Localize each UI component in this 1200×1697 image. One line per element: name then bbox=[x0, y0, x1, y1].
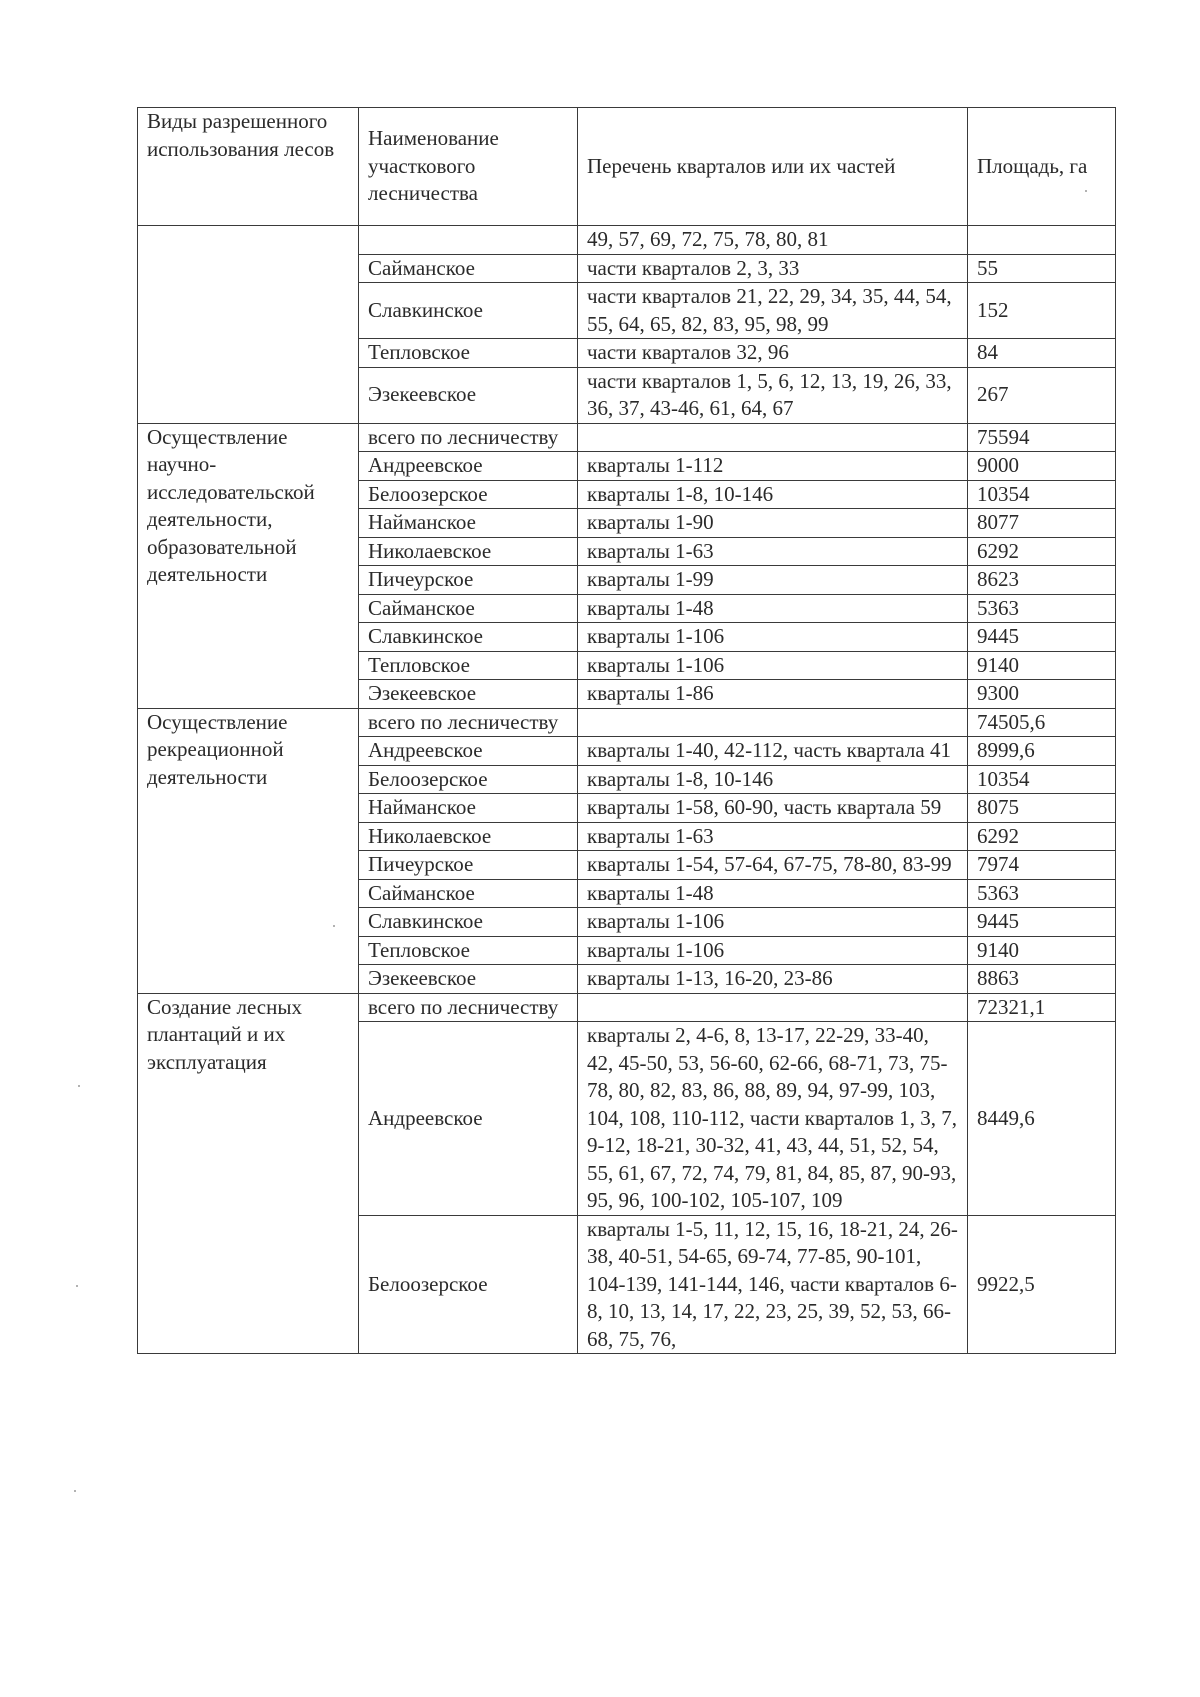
quarters-cell: части кварталов 21, 22, 29, 34, 35, 44, 54, 55, 64, 65, 82, 83, 95, 98, 99 bbox=[578, 283, 968, 339]
forestry-name-cell: Тепловское bbox=[359, 936, 578, 965]
forestry-name-cell: Белоозерское bbox=[359, 1215, 578, 1354]
table-row bbox=[138, 423, 1116, 452]
quarters-cell bbox=[578, 423, 968, 452]
use-type-cell: Создание лесных плантаций и их эксплуатация bbox=[138, 993, 359, 1354]
area-cell: 9140 bbox=[968, 936, 1116, 965]
quarters-cell: кварталы 1-8, 10-146 bbox=[578, 765, 968, 794]
quarters-cell: кварталы 1-13, 16-20, 23-86 bbox=[578, 965, 968, 994]
area-cell: 8863 bbox=[968, 965, 1116, 994]
area-cell: 5363 bbox=[968, 879, 1116, 908]
area-cell: 9445 bbox=[968, 623, 1116, 652]
quarters-cell: 49, 57, 69, 72, 75, 78, 80, 81 bbox=[578, 226, 968, 255]
forestry-name-cell: всего по лесничеству bbox=[359, 423, 578, 452]
header-use-type: Виды разрешенного использования лесов bbox=[138, 108, 359, 226]
quarters-cell: кварталы 1-54, 57-64, 67-75, 78-80, 83-99 bbox=[578, 851, 968, 880]
forestry-name-cell bbox=[359, 226, 578, 255]
use-type-cell: Осуществление научно-исследовательской деятельности, образовательной деятельности bbox=[138, 423, 359, 708]
quarters-cell: кварталы 1-86 bbox=[578, 680, 968, 709]
area-cell: 8075 bbox=[968, 794, 1116, 823]
quarters-cell bbox=[578, 708, 968, 737]
area-cell: 6292 bbox=[968, 822, 1116, 851]
forestry-name-cell: Славкинское bbox=[359, 623, 578, 652]
area-cell: 72321,1 bbox=[968, 993, 1116, 1022]
forestry-name-cell: Андреевское bbox=[359, 737, 578, 766]
quarters-cell: кварталы 1-8, 10-146 bbox=[578, 480, 968, 509]
forestry-name-cell: Тепловское bbox=[359, 651, 578, 680]
forestry-name-cell: Саймaнское bbox=[359, 254, 578, 283]
scan-speck bbox=[74, 1490, 76, 1492]
forestry-name-cell: Андреевское bbox=[359, 452, 578, 481]
forestry-name-cell: Белоозерское bbox=[359, 765, 578, 794]
quarters-cell: кварталы 1-112 bbox=[578, 452, 968, 481]
quarters-cell: кварталы 1-63 bbox=[578, 537, 968, 566]
area-cell: 75594 bbox=[968, 423, 1116, 452]
forestry-name-cell: Эзекеевское bbox=[359, 680, 578, 709]
area-cell: 8077 bbox=[968, 509, 1116, 538]
table-body bbox=[138, 108, 1116, 1354]
forestry-name-cell: Славкинское bbox=[359, 908, 578, 937]
forestry-name-cell: Эзекеевское bbox=[359, 965, 578, 994]
forestry-name-cell: Белоозерское bbox=[359, 480, 578, 509]
quarters-cell: части кварталов 1, 5, 6, 12, 13, 19, 26, 33, 36, 37, 43-46, 61, 64, 67 bbox=[578, 367, 968, 423]
header-row bbox=[138, 108, 1116, 226]
area-cell: 5363 bbox=[968, 594, 1116, 623]
forestry-name-cell: Найманское bbox=[359, 509, 578, 538]
quarters-cell: кварталы 1-106 bbox=[578, 908, 968, 937]
table-row bbox=[138, 226, 1116, 255]
table-row bbox=[138, 993, 1116, 1022]
area-cell: 152 bbox=[968, 283, 1116, 339]
quarters-cell: кварталы 1-5, 11, 12, 15, 16, 18-21, 24, 26-38, 40-51, 54-65, 69-74, 77-85, 90-101, 104-139, 141-144, 146, части кварталов 6-8, 10, 13, 14, 17, 22, 23, 25, 39, 52, 53, 66-68, 75, 76, bbox=[578, 1215, 968, 1354]
forestry-name-cell: Николаевское bbox=[359, 822, 578, 851]
use-type-cell bbox=[138, 226, 359, 424]
quarters-cell: части кварталов 32, 96 bbox=[578, 339, 968, 368]
quarters-cell: кварталы 1-48 bbox=[578, 594, 968, 623]
forestry-name-cell: Эзекеевское bbox=[359, 367, 578, 423]
scan-speck bbox=[1085, 190, 1087, 192]
header-forestry-name: Наименование участкового лесничества bbox=[359, 108, 578, 226]
area-cell: 8999,6 bbox=[968, 737, 1116, 766]
area-cell: 9000 bbox=[968, 452, 1116, 481]
area-cell bbox=[968, 226, 1116, 255]
forestry-name-cell: Андреевское bbox=[359, 1022, 578, 1216]
header-quarters-list: Перечень кварталов или их частей bbox=[578, 108, 968, 226]
area-cell: 9140 bbox=[968, 651, 1116, 680]
area-cell: 55 bbox=[968, 254, 1116, 283]
forestry-name-cell: Сайманское bbox=[359, 879, 578, 908]
forestry-name-cell: Пичеурское bbox=[359, 851, 578, 880]
quarters-cell: части кварталов 2, 3, 33 bbox=[578, 254, 968, 283]
area-cell: 267 bbox=[968, 367, 1116, 423]
area-cell: 10354 bbox=[968, 480, 1116, 509]
quarters-cell: кварталы 1-48 bbox=[578, 879, 968, 908]
table-row bbox=[138, 708, 1116, 737]
area-cell: 74505,6 bbox=[968, 708, 1116, 737]
quarters-cell: кварталы 1-58, 60-90, часть квартала 59 bbox=[578, 794, 968, 823]
quarters-cell: кварталы 2, 4-6, 8, 13-17, 22-29, 33-40, 42, 45-50, 53, 56-60, 62-66, 68-71, 73, 75-78, 80, 82, 83, 86, 88, 89, 94, 97-99, 103, 104, 108, 110-112, части кварталов 1, 3, 7, 9-12, 18-21, 30-32, 41, 43, 44, 51, 52, 54, 55, 61, 67, 72, 74, 79, 81, 84, 85, 87, 90-93, 95, 96, 100-102, 105-107, 109 bbox=[578, 1022, 968, 1216]
area-cell: 7974 bbox=[968, 851, 1116, 880]
scan-speck bbox=[76, 1285, 78, 1287]
header-area: Площадь, га bbox=[968, 108, 1116, 226]
quarters-cell bbox=[578, 993, 968, 1022]
forestry-name-cell: всего по лесничеству bbox=[359, 993, 578, 1022]
forestry-name-cell: Николаевское bbox=[359, 537, 578, 566]
quarters-cell: кварталы 1-99 bbox=[578, 566, 968, 595]
use-type-cell: Осуществление рекреационной деятельности bbox=[138, 708, 359, 993]
quarters-cell: кварталы 1-106 bbox=[578, 623, 968, 652]
quarters-cell: кварталы 1-90 bbox=[578, 509, 968, 538]
scan-speck bbox=[333, 925, 335, 927]
quarters-cell: кварталы 1-106 bbox=[578, 651, 968, 680]
area-cell: 8623 bbox=[968, 566, 1116, 595]
area-cell: 9922,5 bbox=[968, 1215, 1116, 1354]
forestry-name-cell: Тепловское bbox=[359, 339, 578, 368]
forestry-name-cell: Пичеурское bbox=[359, 566, 578, 595]
quarters-cell: кварталы 1-63 bbox=[578, 822, 968, 851]
area-cell: 84 bbox=[968, 339, 1116, 368]
area-cell: 6292 bbox=[968, 537, 1116, 566]
forestry-name-cell: всего по лесничеству bbox=[359, 708, 578, 737]
area-cell: 9300 bbox=[968, 680, 1116, 709]
quarters-cell: кварталы 1-106 bbox=[578, 936, 968, 965]
area-cell: 9445 bbox=[968, 908, 1116, 937]
forest-use-table bbox=[137, 107, 1116, 1354]
area-cell: 10354 bbox=[968, 765, 1116, 794]
scan-speck bbox=[78, 1085, 80, 1087]
quarters-cell: кварталы 1-40, 42-112, часть квартала 41 bbox=[578, 737, 968, 766]
area-cell: 8449,6 bbox=[968, 1022, 1116, 1216]
forestry-name-cell: Найманское bbox=[359, 794, 578, 823]
forestry-name-cell: Славкинское bbox=[359, 283, 578, 339]
forestry-name-cell: Сайманское bbox=[359, 594, 578, 623]
